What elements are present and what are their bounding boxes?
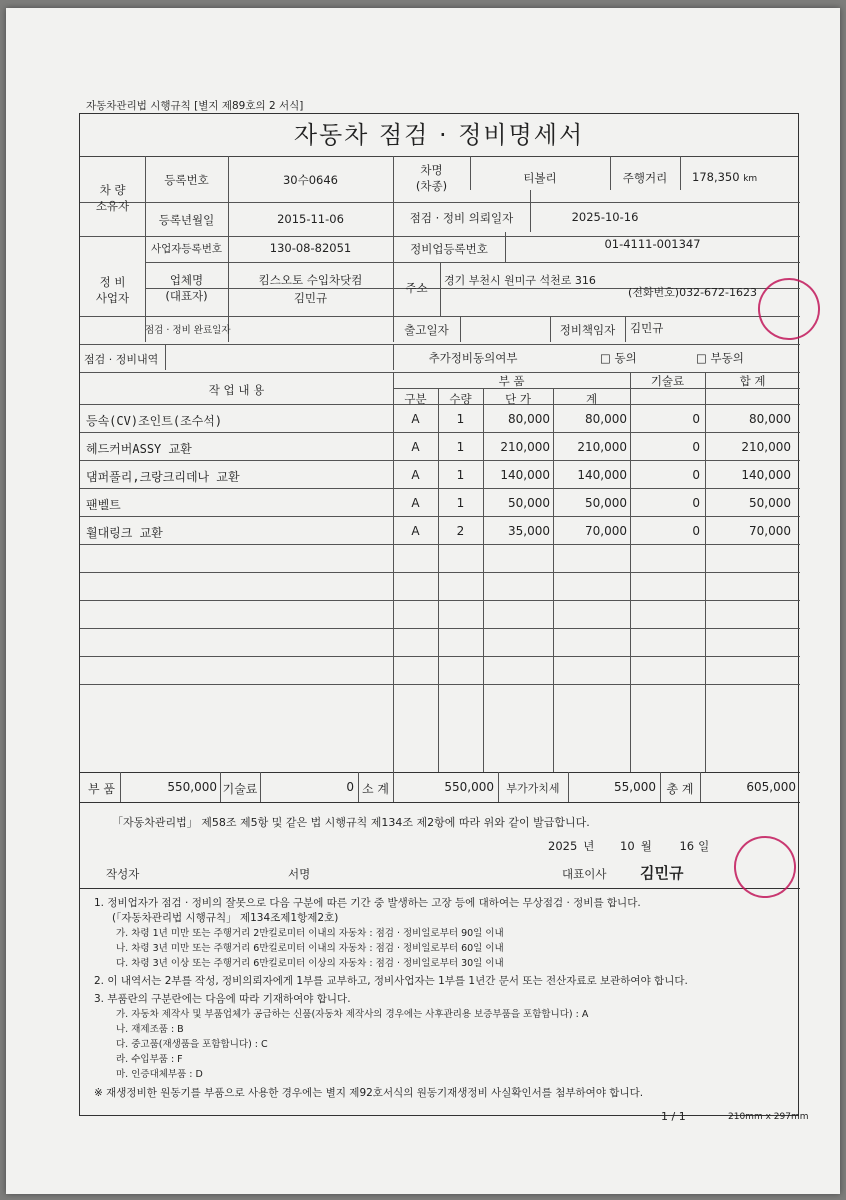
grand-value: 605,000	[746, 780, 796, 794]
part-qty: 1	[456, 412, 465, 426]
notes-section	[94, 896, 688, 1101]
part-qty: 2	[456, 524, 465, 538]
note-3-c: 다. 중고품(재생품을 포함합니다) : C	[116, 1039, 268, 1050]
row-total: 50,000	[749, 496, 791, 510]
amount: 80,000	[585, 412, 627, 426]
mileage-label: 주행거리	[622, 171, 668, 185]
phone: (전화번호)032-672-1623	[628, 286, 758, 299]
part-type: A	[411, 496, 420, 510]
representative-name: 김민규	[293, 291, 328, 305]
business-label: 정 비 사업자	[95, 275, 130, 305]
work-item: 휠대링크 교환	[86, 526, 163, 540]
owner-label: 차 량 소유자	[95, 183, 130, 213]
qty-subheader: 수량	[449, 392, 472, 406]
note-3-b: 나. 재제조품 : B	[116, 1024, 184, 1035]
page-number: 1 / 1	[661, 1110, 686, 1123]
manager-name: 김민규	[630, 321, 664, 335]
form-title: 자동차 점검 · 정비명세서	[80, 114, 798, 157]
request-date-value: 2025-10-16	[571, 210, 639, 224]
amount: 50,000	[585, 496, 627, 510]
document-page	[6, 8, 840, 1194]
ceo-signature: 김민규	[640, 864, 684, 882]
unit-price: 35,000	[508, 524, 550, 538]
part-qty: 1	[456, 468, 465, 482]
release-date-label: 출고일자	[404, 323, 449, 337]
total-header: 합 계	[739, 374, 766, 388]
work-item: 등속(CV)조인트(조수석)	[86, 414, 223, 428]
amount: 210,000	[577, 440, 627, 454]
sum-parts-value: 550,000	[167, 780, 217, 794]
amount: 70,000	[585, 524, 627, 538]
labor: 0	[692, 440, 700, 454]
unit-price: 210,000	[500, 440, 550, 454]
labor: 0	[692, 496, 700, 510]
note-1: 1. 정비업자가 점검 · 정비의 잘못으로 다음 구분에 따른 기간 중 발생하는 고장 등에 대하여는 무상점검 · 정비를 합니다.	[94, 897, 641, 909]
row-total: 80,000	[749, 412, 791, 426]
issue-statement: 「자동차관리법」 제58조 제5항 및 같은 법 시행규칙 제134조 제2항에 따라 위와 같이 발급합니다.	[112, 816, 590, 829]
company-name: 킴스오토 수입차닷컴	[258, 273, 363, 287]
labor: 0	[692, 524, 700, 538]
note-1-c: 다. 차령 3년 이상 또는 주행거리 6만킬로미터 이상의 자동차 : 점검 · 정비일로부터 30일 이내	[116, 958, 504, 969]
consent-label: 추가정비동의여부	[428, 351, 518, 365]
grand-label: 총 계	[666, 782, 694, 796]
amount: 140,000	[577, 468, 627, 482]
note-1-b: 나. 차령 3년 미만 또는 주행거리 6만킬로미터 이내의 자동차 : 점검 · 정비일로부터 60일 이내	[116, 943, 504, 954]
request-date-label: 점검 · 정비 의뢰일자	[409, 211, 514, 225]
parts-header: 부 품	[498, 374, 525, 388]
labor: 0	[692, 412, 700, 426]
sum-labor-value: 0	[346, 780, 354, 794]
consent-no-checkbox[interactable]: □ 부동의	[696, 351, 744, 365]
manager-label: 정비책임자	[559, 323, 616, 337]
car-name-label: 차명 (차종)	[415, 163, 448, 193]
unit-price: 80,000	[508, 412, 550, 426]
reg-date-label: 등록년월일	[158, 213, 215, 227]
part-type: A	[411, 468, 420, 482]
unit-price-subheader: 단 가	[505, 392, 531, 406]
row-total: 140,000	[741, 468, 791, 482]
vat-label: 부가가치세	[506, 782, 560, 795]
writer-label: 작성자	[106, 867, 140, 881]
note-3: 3. 부품란의 구분란에는 다음에 따라 기재하여야 합니다.	[94, 993, 351, 1005]
reg-date-value: 2015-11-06	[277, 212, 344, 226]
paper-size: 210mm x 297mm	[728, 1112, 809, 1122]
reg-no-value: 30수0646	[282, 173, 338, 187]
note-2: 2. 이 내역서는 2부를 작성, 정비의뢰자에게 1부를 교부하고, 정비사업자는 1부를 1년간 문서 또는 전산자료로 보관하여야 합니다.	[94, 975, 688, 987]
note-4: ※ 재생정비한 원동기를 부품으로 사용한 경우에는 별지 제92호서식의 원동기재생정비 사실확인서를 첨부하여야 합니다.	[94, 1087, 644, 1099]
vat-value: 55,000	[614, 780, 656, 794]
work-item: 헤드커버ASSY 교환	[86, 442, 192, 456]
note-1-ref: (「자동차관리법 시행규칙」 제134조제1항제2호)	[112, 912, 339, 924]
labor: 0	[692, 468, 700, 482]
type-subheader: 구분	[404, 392, 427, 406]
car-name-value: 티볼리	[523, 171, 557, 185]
sum-labor-label: 기술료	[222, 782, 258, 796]
part-qty: 1	[456, 440, 465, 454]
subtotal-value: 550,000	[444, 780, 494, 794]
ceo-label: 대표이사	[562, 867, 607, 881]
note-3-a: 가. 자동차 제작사 및 부품업체가 공급하는 신품(자동차 제작사의 경우에는 사후관리용 보증부품을 포함합니다) : A	[116, 1009, 589, 1020]
amount-subheader: 계	[585, 392, 598, 406]
completion-date-label: 점검 · 정비 완료일자	[145, 325, 231, 336]
sign-label: 서명	[288, 867, 311, 881]
repair-reg-no-value: 01-4111-001347	[604, 237, 701, 251]
mileage-value: 178,350 km	[692, 170, 758, 184]
note-1-a: 가. 차령 1년 미만 또는 주행거리 2만킬로미터 이내의 자동차 : 점검 · 정비일로부터 90일 이내	[116, 928, 504, 939]
sum-parts-label: 부 품	[88, 782, 115, 796]
reg-no-label: 등록번호	[164, 173, 209, 187]
biz-reg-no-label: 사업자등록번호	[150, 243, 222, 255]
part-qty: 1	[456, 496, 465, 510]
row-total: 210,000	[741, 440, 791, 454]
unit-price: 50,000	[508, 496, 550, 510]
details-label: 점검 · 정비내역	[84, 353, 159, 366]
repair-reg-no-label: 정비업등록번호	[410, 242, 488, 256]
biz-reg-no-value: 130-08-82051	[269, 241, 352, 255]
address-value: 경기 부천시 원미구 석천로 316	[444, 274, 596, 287]
consent-yes-checkbox[interactable]: □ 동의	[600, 351, 637, 365]
note-3-e: 마. 인증대체부품 : D	[116, 1069, 203, 1080]
regulation-note: 자동차관리법 시행규칙 [별지 제89호의 2 서식]	[86, 100, 304, 112]
part-type: A	[411, 524, 420, 538]
part-type: A	[411, 412, 420, 426]
issue-date: 2025 년 10 월 16 일	[548, 839, 710, 853]
note-3-d: 라. 수입부품 : F	[116, 1054, 183, 1065]
work-header: 작 업 내 용	[208, 383, 265, 397]
form-frame	[79, 113, 799, 1116]
subtotal-label: 소 계	[362, 782, 389, 796]
part-type: A	[411, 440, 420, 454]
work-item: 댐퍼풀리,크랑크리데나 교환	[86, 470, 240, 484]
labor-header: 기술료	[650, 374, 685, 388]
row-total: 70,000	[749, 524, 791, 538]
work-item: 팬벨트	[86, 498, 121, 512]
unit-price: 140,000	[500, 468, 550, 482]
address-label: 주소	[405, 281, 428, 295]
company-label: 업체명 (대표자)	[165, 273, 208, 303]
